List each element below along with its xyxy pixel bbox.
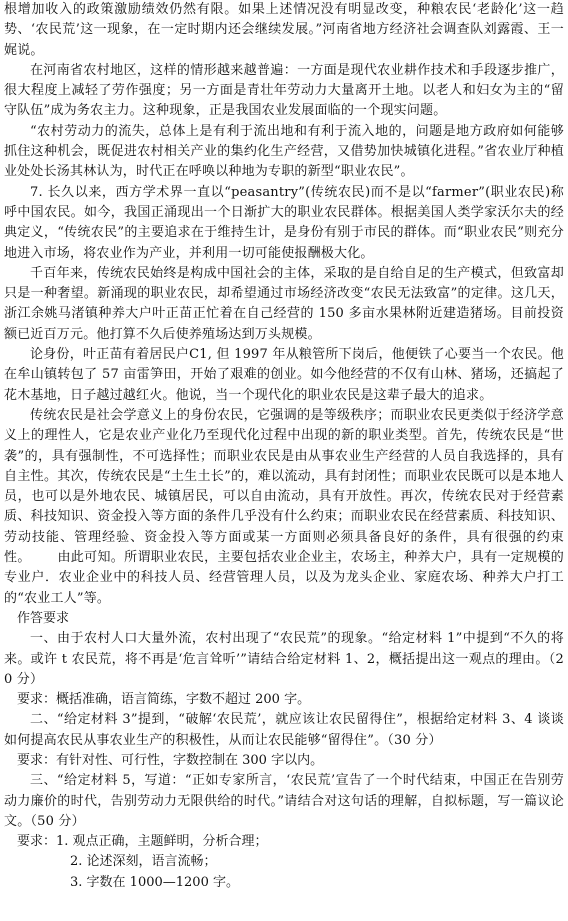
question-3-sub-1: 2. 论述深刻，语言流畅； [70, 854, 217, 870]
paragraph-4: 7. 长久以来，西方学术界一直以“peasantry”(传统农民)而不是以“farmer”(职业农民)称呼中国农民。如今，我国正涌现出一个日渐扩大的职业农民群体。根据美国人类学家沃尔夫的经典定义，“传统农民”的主要追求在于维持生计，是身份有别于市民的群体。而“职业农民”则充分地进入市场，将农业作为产业，并利用一切可能使报酬极大化。 [4, 184, 564, 261]
question-1-requirement: 要求：概括准确，语言简练，字数不超过 200 字。 [17, 692, 311, 708]
paragraph-6 [4, 345, 564, 406]
paragraph-7-tail: 由此可知。所谓职业农民，主要包括农业企业主，农场主，种养大户，具有一定规模的专业户．农业企业中的科技人员、经营管理人员，以及为龙头企业、家庭农场、种养大户打工的“农业工人”等。 [4, 550, 564, 606]
question-1: 一、由于农村人口大量外流，农村出现了“农民荒”的现象。“给定材料 1”中提到“不久的将来。或许 t 农民荒，将不再是‘危言耸听’”请结合给定材料 1、2，概括提出这一观点的理由。（20 分） [4, 631, 564, 687]
section-title: 作答要求 [17, 610, 70, 626]
question-3-requirement: 要求：1. 观点正确，主题鲜明，分析合理； [17, 834, 268, 850]
question-2: 二、“给定材料 3”提到，“破解‘农民荒’，就应该让农民留得住”，根据给定材料 3、4 谈谈如何提高农民从事农业生产的积极性，从而让农民能够“留得住”。（30 分） [4, 712, 564, 748]
paragraph-5: 千百年来，传统农民始终是构成中国社会的主体，采取的是自给自足的生产模式，但致富却只是一种奢望。新涌现的职业农民，却希望通过市场经济改变“农民无法致富”的定律。这几天，浙江余姚马渚镇种养大户叶正苗正忙着在自己经营的 150 多亩水果林附近建造猪场。目前投资额已近百万元。他打算不久后使养殖场达到万头规模。 [4, 265, 564, 342]
paragraph-7 [4, 406, 564, 609]
question-2-requirement: 要求：有针对性、可行性，字数控制在 300 字以内。 [17, 752, 324, 768]
paragraph-1: 根增加收入的政策激励绩效仍然有限。如果上述情况没有明显改变，种粮农民‘老龄化’这一趋势、‘农民荒’这一现象，在一定时期内还会继续发展。”河南省地方经济社会调查队刘露霞、王一娓说。 [4, 2, 564, 58]
question-3-sub-2: 3. 字数在 1000—1200 字。 [70, 874, 239, 890]
paragraph-7-body: 传统农民是社会学意义上的身份农民，它强调的是等级秩序；而职业农民更类似于经济学意义上的理性人，它是农业产业化乃至现代化过程中出现的新的职业类型。首先，传统农民是“世袭”的，具有强制性，不可选择性；而职业农民是由从事农业生产经营的人员自我选择的，具有自主性。其次，传统农民是“土生土长”的，难以流动，具有封闭性；而职业农民既可以是本地人员，也可以是外地农民、城镇居民，可以自由流动，具有开放性。再次，传统农民对于经营素质、科技知识、资金投入等方面的条件几乎没有什么约束；而职业农民在经营素质、科技知识、劳动技能、管理经验、资金投入等方面或某一方面则必须具备良好的条件，具有很强的约束性。 [4, 407, 564, 566]
paragraph-6-body: C1, 但 1997 年从粮管所下岗后，他便铁了心要当一个农民。他在牟山镇转包了 57 亩雷笋田，开始了艰难的创业。如今他经营的不仅有山林、猪场，还搞起了花木基地，日子越过越红火。他说，当一个现代化的职业农民是这辈子最大的追求。 [4, 347, 564, 403]
paragraph-2: 在河南省农村地区，这样的情形越来越普遍：一方面是现代农业耕作技术和手段逐步推广，很大程度上减轻了劳作强度；另一方面是青壮年劳动力大量离开土地。以老人和妇女为主的“留守队伍”成为务农主力。这种现象，正是我国农业发展面临的一个现实问题。 [4, 62, 564, 119]
paragraph-3: “农村劳动力的流失，总体上是有利于流出地和有利于流入地的，问题是地方政府如何能够抓住这种机会，既促进农村相关产业的集约化生产经营，又借势加快城镇化进程。”省农业厅种植业处处长汤其林认为，时代正在呼唤以种地为专职的新型“职业农民”。 [4, 123, 564, 180]
paragraph-6-lead: 论身份，叶正苗有着居民户 [30, 347, 190, 363]
question-3: 三、“给定材料 5，写道：“正如专家所言，‘农民荒’宣告了一个时代结束，中国正在告别劳动力廉价的时代，告别劳动力无限供给的时代。”请结合对这句话的理解，自拟标题，写一篇议论文。（50 分） [4, 773, 564, 829]
